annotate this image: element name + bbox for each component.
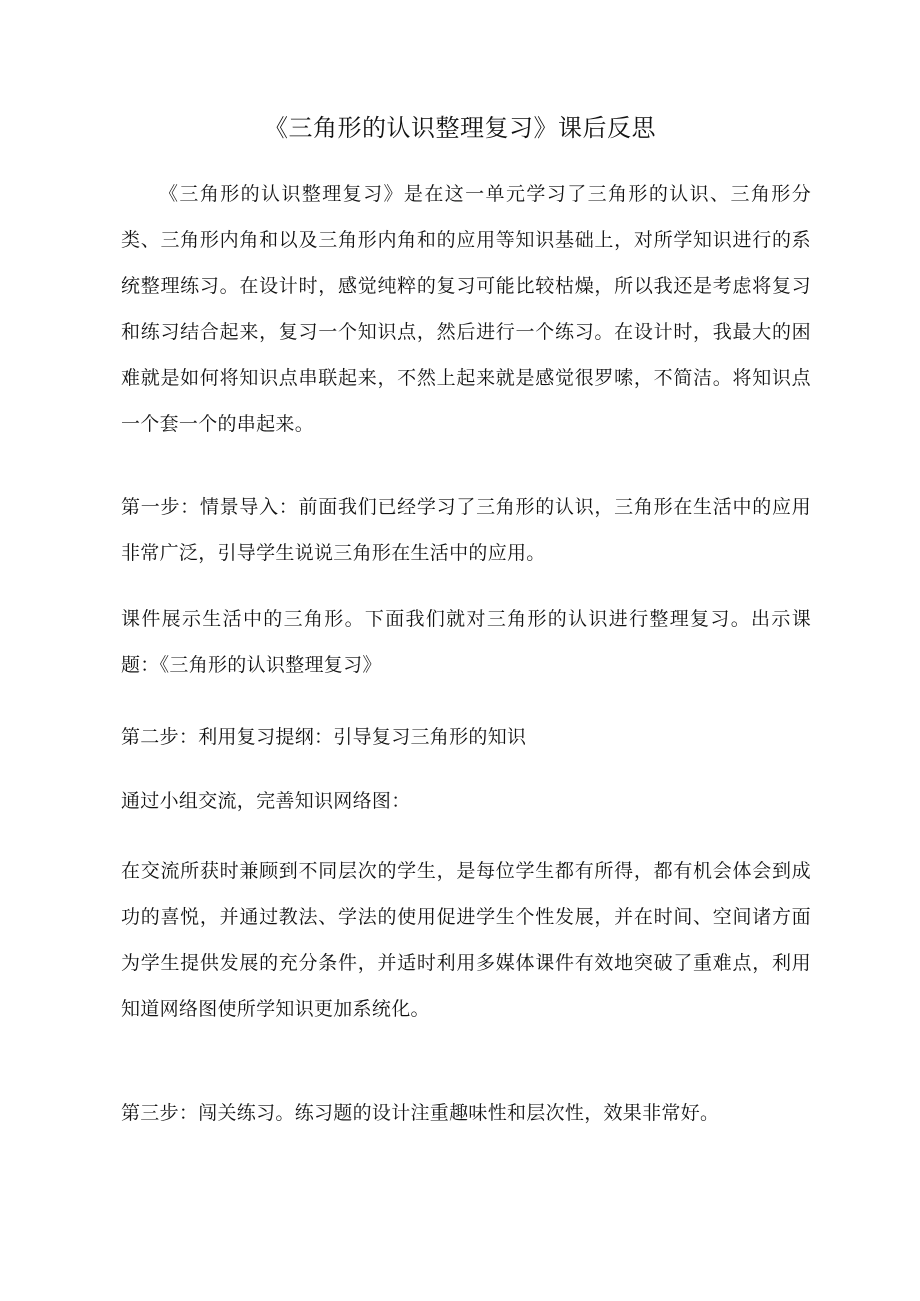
paragraph-courseware: 课件展示生活中的三角形。下面我们就对三角形的认识进行整理复习。出示课题：《三角形的认识整理复习》 <box>121 608 811 676</box>
document-title: 《三角形的认识整理复习》课后反思 <box>264 114 656 142</box>
paragraph-step-two: 第二步：利用复习提纲：引导复习三角形的知识 <box>121 726 527 748</box>
paragraph-intro: 《三角形的认识整理复习》是在这一单元学习了三角形的认识、三角形分类、三角形内角和以及三角形内角和的应用等知识基础上，对所学知识进行的系统整理练习。在设计时，感觉纯粹的复习可能比较枯燥，所以我还是考虑将复习和练习结合起来，复习一个知识点，然后进行一个练习。在设计时，我最大的困难就是如何将知识点串联起来，不然上起来就是感觉很罗嗦，不简洁。将知识点一个套一个的串起来。 <box>121 183 811 435</box>
paragraph-step-one: 第一步：情景导入：前面我们已经学习了三角形的认识，三角形在生活中的应用非常广泛，引导学生说说三角形在生活中的应用。 <box>121 496 811 564</box>
paragraph-reflection: 在交流所获时兼顾到不同层次的学生，是每位学生都有所得，都有机会体会到成功的喜悦，并通过教法、学法的使用促进学生个性发展，并在时间、空间诸方面为学生提供发展的充分条件，并适时利用多媒体课件有效地突破了重难点，利用知道网络图使所学知识更加系统化。 <box>121 860 811 1020</box>
paragraph-group-exchange: 通过小组交流，完善知识网络图： <box>121 790 411 812</box>
paragraph-step-three: 第三步：闯关练习。练习题的设计注重趣味性和层次性，效果非常好。 <box>121 1102 720 1124</box>
